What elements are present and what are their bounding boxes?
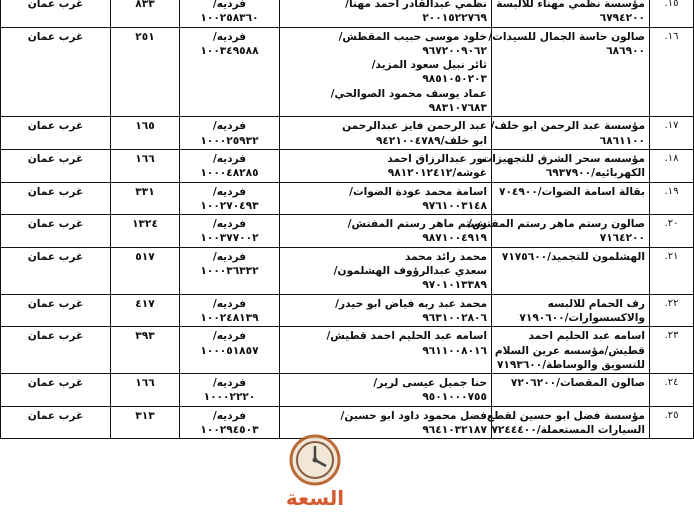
establishment-line: ٧١٦٤٢٠٠ — [599, 232, 645, 245]
owner-line: محمد رائد محمد — [404, 250, 487, 263]
registration-type-cell — [180, 294, 280, 327]
owner-line: ٩٦٤١٠٣٢١٨٧ — [422, 424, 487, 437]
owner-line: ابو خلف/٩٤٢١٠٠٤٧٨٩ — [375, 134, 487, 147]
table-row — [1, 149, 694, 182]
owner-line: نور عبدالرزاق احمد — [387, 152, 487, 165]
registration-type-line: ١٠٠٢٥٨٣٦٠ — [200, 12, 259, 25]
registration-type-cell — [180, 182, 280, 215]
table-row — [1, 215, 694, 248]
table-row — [1, 247, 694, 294]
registration-type-line: ١٠٠٣٧٧٠٠٢ — [200, 232, 259, 245]
establishment-line: رف الحمام للالبسه — [547, 297, 645, 310]
area-cell: غرب عمان — [1, 27, 111, 117]
area-cell: غرب عمان — [1, 294, 111, 327]
owner-line: ٩٧٦١٠٠٣١٤٨ — [422, 199, 487, 212]
area-cell: غرب عمان — [1, 215, 111, 248]
registration-type-line: فرديه/ — [212, 185, 247, 198]
registration-type-line: فرديه/ — [212, 152, 247, 165]
establishment-cell — [486, 406, 650, 439]
owner-cell — [280, 117, 492, 150]
table-row — [1, 294, 694, 327]
table-row — [1, 182, 694, 215]
establishment-line: الهشلمون للتجميد/٧١٧٥٦٠٠ — [501, 250, 645, 263]
owner-cell — [280, 215, 492, 248]
establishment-line: مؤسسة عبد الرحمن ابو خلف/ — [490, 120, 645, 133]
establishment-cell — [492, 327, 650, 374]
owner-line: محمد عبد ربه فياض ابو حيدر/ — [335, 297, 487, 310]
area-cell: غرب عمان — [1, 149, 111, 182]
table-row — [1, 0, 694, 27]
owner-line: غوشه/٩٨١٢٠١٢٤١٢ — [387, 167, 487, 180]
table-row — [1, 117, 694, 150]
owner-cell — [280, 327, 492, 374]
establishment-cell — [488, 27, 650, 117]
registration-type-cell — [180, 374, 280, 407]
owner-line: ٩٨٥١٠٥٠٢٠٣ — [422, 73, 487, 86]
registration-type-line: فرديه/ — [212, 218, 247, 231]
capital-cell: ٣٣١ — [111, 182, 180, 215]
registration-type-cell — [180, 406, 280, 439]
capital-cell: ٥١٧ — [111, 247, 180, 294]
capital-cell: ٨٣٣ — [111, 0, 180, 27]
row-number-cell: ١٦. — [650, 27, 694, 117]
owner-line: رستم ماهر رستم المفتش/ — [347, 218, 487, 231]
area-cell: غرب عمان — [1, 247, 111, 294]
table-row — [1, 374, 694, 407]
table-row — [1, 406, 694, 439]
row-number-cell: ٢١. — [650, 247, 694, 294]
row-number-cell: ١٧. — [650, 117, 694, 150]
capital-cell: ٤١٧ — [111, 294, 180, 327]
registration-type-line: ١٠٠٠٤٨٢٨٥ — [200, 167, 259, 180]
owner-line: اسامه عبد الحليم احمد قطيش/ — [326, 330, 487, 343]
capital-cell: ١٦٦ — [111, 149, 180, 182]
registration-type-line: ١٠٠٢٤٨١٣٩ — [200, 311, 259, 324]
registration-type-line: ١٠٠٠٣٦٣٣٢ — [200, 265, 259, 278]
registration-type-line: ١٠٠٢٩٤٥٠٣ — [200, 424, 259, 437]
establishment-line: صالون المقصات/٧٢٠٦٢٠٠ — [510, 377, 645, 390]
establishment-cell — [468, 215, 650, 248]
capital-cell: ٢٥١ — [111, 27, 180, 117]
row-number-cell: ٢٥. — [650, 406, 694, 439]
capital-cell: ١٦٦ — [111, 374, 180, 407]
owner-line: ٢٠٠١٥٢٢٧٦٩ — [422, 12, 487, 25]
owner-line: ٩٨٧١٠٠٤٩١٩ — [422, 232, 487, 245]
table-row — [1, 27, 694, 117]
area-cell: غرب عمان — [1, 117, 111, 150]
owner-cell — [280, 406, 492, 439]
establishment-line: للتسويق والوساطة/٧١٩٣٦٠٠ — [496, 358, 645, 371]
owner-line: ثائر نبيل سعود المزيد/ — [371, 59, 487, 72]
capital-cell: ١٣٢٤ — [111, 215, 180, 248]
watermark-text: السعة — [285, 486, 345, 510]
registration-type-line: فرديه/ — [212, 297, 247, 310]
registration-type-cell — [180, 117, 280, 150]
registration-type-cell — [180, 327, 280, 374]
establishment-line: السيارات المستعملة/٧٢٤٤٤٠٠ — [491, 424, 645, 437]
registration-type-cell — [180, 247, 280, 294]
registration-type-line: فرديه/ — [212, 0, 247, 10]
owner-line: ٩٦٧٢٠٠٩٠٦٢ — [422, 44, 487, 57]
area-cell: غرب عمان — [1, 182, 111, 215]
owner-line: ٩٥٠١٠٠٠٧٥٥ — [422, 391, 487, 404]
establishment-line: صالون حاسة الجمال للسيدات/ — [488, 30, 645, 43]
registration-type-cell — [180, 149, 280, 182]
owner-line: حنا جميل عيسى لرير/ — [373, 377, 487, 390]
area-cell: غرب عمان — [1, 0, 111, 27]
clock-icon — [250, 428, 380, 518]
owner-line: ٩٦١١٠٠٨٠١٦ — [422, 344, 487, 357]
owner-line: خلود موسى حبيب المقطش/ — [338, 30, 487, 43]
owner-line: عبد الرحمن فايز عبدالرحمن — [342, 120, 487, 133]
establishment-cell — [492, 247, 650, 294]
establishment-line: بقالة اسامة الضوات/٧٠٤٩٠٠ — [498, 185, 645, 198]
registration-type-line: ١٠٠٠٢٥٩٣٢ — [200, 134, 259, 147]
registration-type-line: فرديه/ — [212, 120, 247, 133]
row-number-cell: ١٩. — [650, 182, 694, 215]
owner-line: ٩٦٣١٠٠٢٨٠٦ — [422, 311, 487, 324]
table-row — [1, 327, 694, 374]
registration-type-line: فرديه/ — [212, 409, 247, 422]
establishment-line: مؤسسه سحر الشرق للتجهيزات — [481, 152, 645, 165]
area-cell: غرب عمان — [1, 406, 111, 439]
registration-type-line: ١٠٠٢٧٠٤٩٣ — [200, 199, 259, 212]
owner-line: اسامة محمد عودة الضوات/ — [349, 185, 487, 198]
establishment-cell — [481, 149, 650, 182]
establishment-cell — [492, 374, 650, 407]
registration-type-line: ١٠٠٠٢٢٢٠ — [203, 391, 256, 404]
registration-type-line: فرديه/ — [212, 30, 247, 43]
establishment-line: قطيش/مؤسسه عرين السلام — [494, 344, 645, 357]
registration-type-cell — [180, 215, 280, 248]
establishment-line: ٦٨٦١١٠٠ — [599, 134, 645, 147]
area-cell: غرب عمان — [1, 374, 111, 407]
owner-line: ٩٧٠١٠١٣٣٨٩ — [422, 279, 487, 292]
owner-cell — [280, 247, 492, 294]
owner-cell — [280, 294, 492, 327]
establishment-cell — [492, 294, 650, 327]
establishment-line: ٦٨٦٩٠٠ — [606, 44, 645, 57]
capital-cell: ١٦٥ — [111, 117, 180, 150]
establishment-cell — [492, 117, 650, 150]
capital-cell: ٣٩٣ — [111, 327, 180, 374]
capital-cell: ٣١٣ — [111, 406, 180, 439]
row-number-cell: ٢٣. — [650, 327, 694, 374]
registration-type-line: فرديه/ — [212, 250, 247, 263]
owner-line: فضل محمود داود ابو حسين/ — [340, 409, 487, 422]
registration-type-cell — [180, 0, 280, 27]
establishment-line: صالون رستم ماهر رستم المفتش/ — [468, 218, 645, 231]
watermark-logo — [250, 428, 380, 518]
area-cell: غرب عمان — [1, 327, 111, 374]
owner-line: ٩٨٣١٠٧٦٨٣ — [428, 102, 487, 115]
owner-cell — [280, 374, 492, 407]
row-number-cell: ٢٢. — [650, 294, 694, 327]
owner-line: سعدي عبدالرؤوف الهشلمون/ — [333, 265, 487, 278]
registration-type-line: فرديه/ — [212, 330, 247, 343]
establishment-cell — [492, 0, 650, 27]
row-number-cell: ٢٠. — [650, 215, 694, 248]
table-body — [1, 0, 694, 439]
owner-cell — [280, 0, 492, 27]
row-number-cell: ١٥. — [650, 0, 694, 27]
owner-cell — [280, 149, 492, 182]
establishment-line: والاكسسوارات/٧١٩٠٦٠٠ — [519, 311, 645, 324]
registration-type-cell — [180, 27, 280, 117]
registration-type-line: فرديه/ — [212, 377, 247, 390]
establishment-line: ٦٧٩٤٢٠٠ — [599, 12, 645, 25]
establishment-line: اسامه عبد الحليم احمد — [528, 330, 645, 343]
establishment-line: الكهربائيه/٦٩٣٧٩٠٠ — [545, 167, 645, 180]
row-number-cell: ٢٤. — [650, 374, 694, 407]
owner-line: نظمي عبدالقادر احمد مهنا/ — [345, 0, 487, 10]
row-number-cell: ١٨. — [650, 149, 694, 182]
owner-cell — [280, 27, 492, 117]
registration-type-line: ١٠٠٣٤٩٥٨٨ — [200, 44, 259, 57]
registration-type-line: ١٠٠٠٥١٨٥٧ — [200, 344, 259, 357]
establishment-line: مؤسسة فضل ابو حسين لقطع — [486, 409, 645, 422]
owner-cell — [280, 182, 492, 215]
establishment-line: مؤسسة نظمي مهناء للالبسة — [496, 0, 645, 10]
owner-line: عماد يوسف محمود الصوالحي/ — [330, 87, 487, 100]
establishment-cell — [492, 182, 650, 215]
